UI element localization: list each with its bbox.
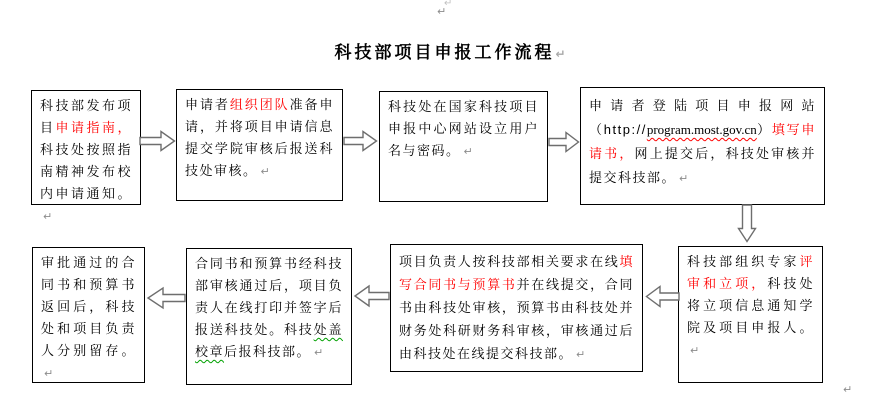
- highlighted-text: 填写合同书与预算书: [399, 254, 634, 292]
- flow-step-text: [380, 92, 547, 163]
- highlighted-text: 填写申请书，: [589, 122, 816, 161]
- flow-step-review-approval: [678, 246, 823, 383]
- return-mark-icon: ↵: [690, 345, 700, 357]
- flow-step-contract-budget: [390, 244, 643, 372]
- flow-step-text: [177, 90, 342, 183]
- step-text: 后报科技部。: [224, 344, 312, 359]
- application-website-url: program.most.gov.cn: [646, 122, 757, 137]
- arrow-right-icon: [140, 130, 176, 152]
- step-text: 并在线提交，合同书由科技处审核，预算书由科技处并财务处科研财务科审核，审核通过后由科技处在线提交科技部。: [399, 277, 634, 361]
- highlighted-text: 评审和立项，: [687, 254, 814, 291]
- flow-step-publish-guide: [31, 90, 141, 223]
- return-mark-icon: ↵: [576, 349, 586, 361]
- step-text: 准备申请，并将项目申请信息提交学院审核后报送科技处审核。: [185, 97, 334, 178]
- return-mark-icon: ↵: [43, 211, 53, 223]
- step-text: 科技部组织专家: [687, 254, 800, 269]
- grammar-checked-text: 处盖校章: [195, 322, 343, 359]
- flow-step-setup-account: [379, 91, 548, 202]
- highlighted-text: 组织团队: [229, 97, 290, 112]
- arrow-left-icon: [353, 284, 389, 308]
- step-text: 网上提交后，科技处审核并提交科技部。: [589, 146, 816, 185]
- return-mark-icon: ↵: [260, 166, 270, 178]
- step-text: 科技部发布项目: [40, 98, 132, 135]
- flow-step-text: [391, 245, 642, 367]
- step-text: 科技处按照指南精神发布校内申请通知。: [40, 142, 132, 201]
- return-mark-icon: ↵: [444, 0, 453, 9]
- flow-step-text: [187, 249, 351, 364]
- step-text: 合同书和预算书经科技部审核通过后，项目负责人在线打印并签字后报送科技处。科技: [195, 256, 343, 337]
- step-text: 审批通过的合同书和预算书返回后，科技处和项目负责人分别留存。: [41, 255, 136, 358]
- step-text: 申请者: [185, 97, 230, 112]
- flow-step-text: [32, 91, 140, 228]
- arrow-left-icon: [146, 286, 185, 310]
- return-mark-icon: ↵: [314, 347, 324, 359]
- return-mark-icon: ↵: [437, 6, 447, 18]
- arrow-down-icon: [737, 205, 757, 243]
- flow-step-text: [581, 88, 824, 191]
- flow-step-text: [33, 248, 144, 385]
- arrow-left-icon: [645, 284, 679, 309]
- flowchart-title: [285, 38, 615, 63]
- flow-step-archive: [32, 247, 145, 383]
- flow-step-online-application: [580, 87, 825, 205]
- step-text: ）: [756, 122, 772, 137]
- arrow-right-icon: [549, 131, 580, 153]
- flow-step-team-preparation: [176, 89, 343, 201]
- highlighted-text: 申请指南，: [55, 120, 132, 135]
- step-text: 项目负责人按科技部相关要求在线: [399, 254, 620, 269]
- return-mark-icon: ↵: [555, 47, 566, 61]
- return-mark-icon: ↵: [463, 146, 473, 158]
- step-text: 科技处将立项信息通知学院及项目申报人。: [687, 276, 814, 335]
- flow-step-text: [679, 247, 822, 362]
- flowchart-title-text: 科技部项目申报工作流程: [334, 43, 555, 62]
- flow-step-print-submit: [186, 248, 352, 385]
- arrow-right-icon: [344, 130, 378, 152]
- return-mark-icon: ↵: [44, 368, 54, 380]
- step-text: 申请者登陆项目申报网站（http://: [589, 98, 816, 137]
- step-text: 科技处在国家科技项目申报中心网站设立用户名与密码。: [388, 99, 539, 158]
- return-mark-icon: ↵: [679, 173, 689, 185]
- return-mark-icon: ↵: [843, 384, 853, 396]
